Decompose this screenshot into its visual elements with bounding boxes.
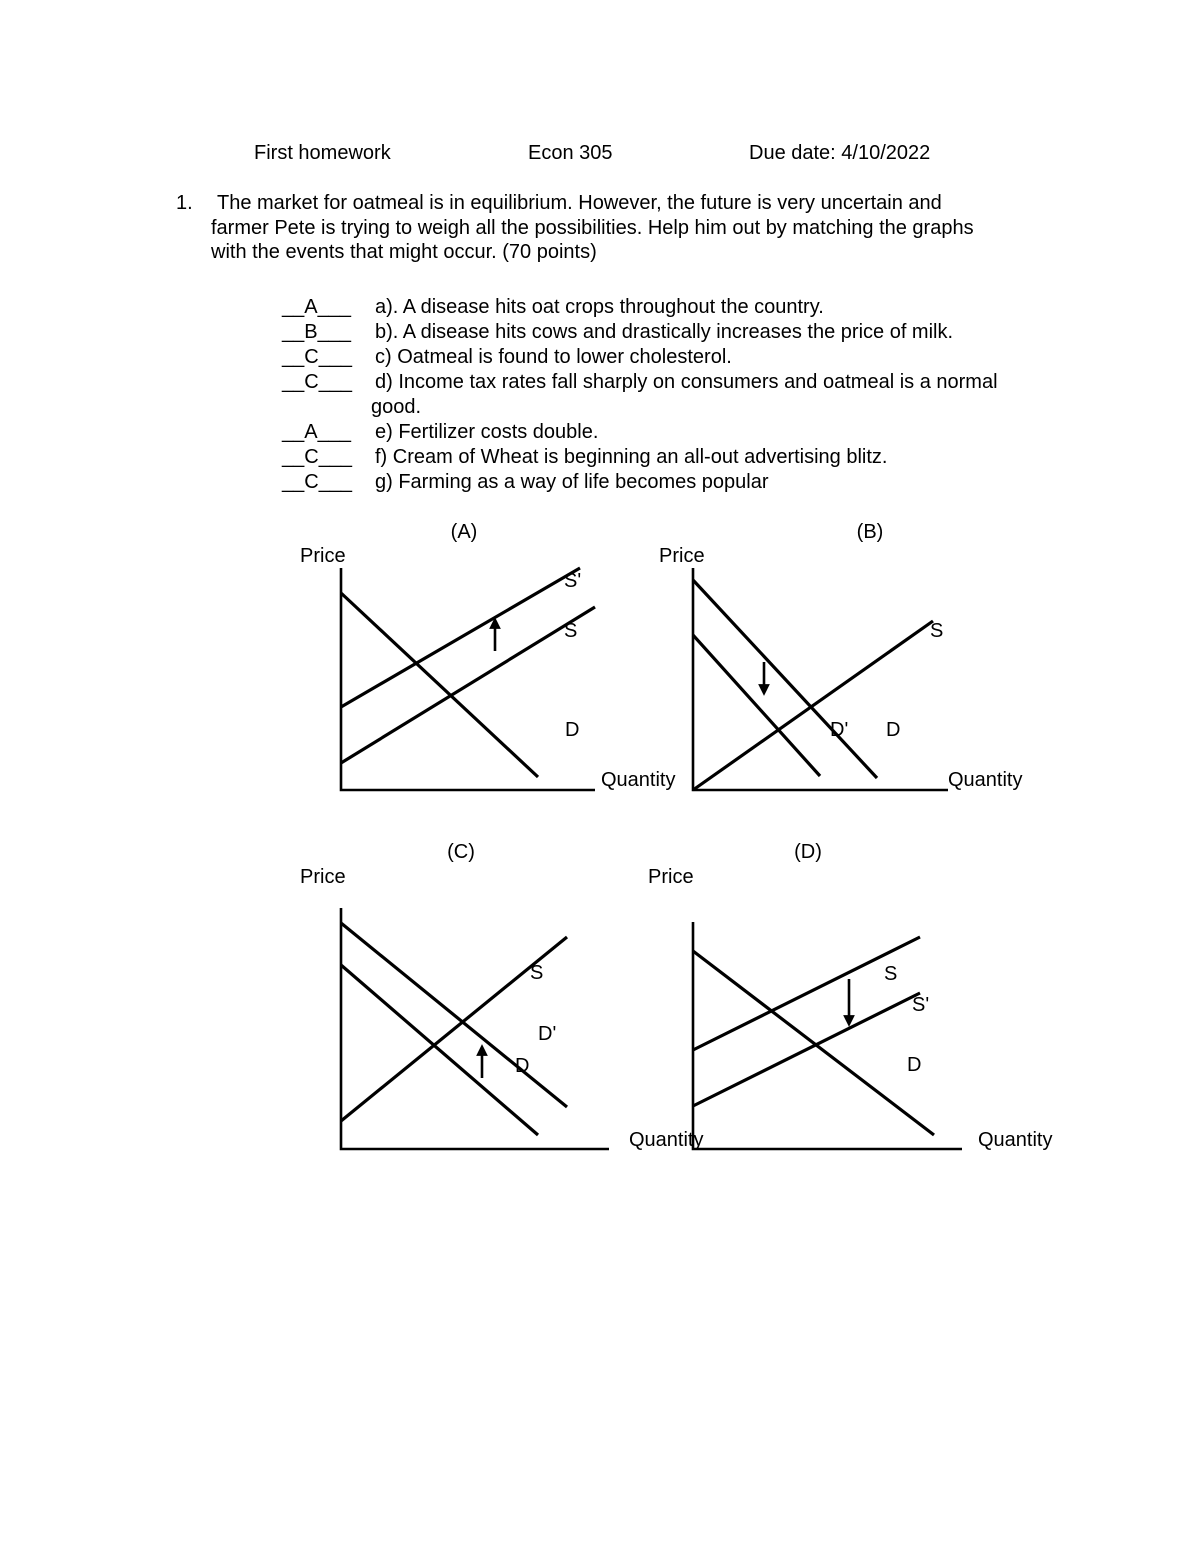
event-d-continuation: good. xyxy=(371,396,422,418)
graph-c-label-d: D xyxy=(515,1055,530,1077)
graph-b-price-label: Price xyxy=(659,545,705,567)
graph-a-label-d: D xyxy=(565,719,580,741)
graph-d-quantity-label: Quantity xyxy=(978,1129,1053,1151)
graph-a-label-s: S xyxy=(564,620,578,642)
graph-a-label-s-prime: S' xyxy=(564,570,582,592)
event-g: g) Farming as a way of life becomes popular xyxy=(375,471,769,493)
graph-a-axes xyxy=(341,568,595,790)
graph-d-supply-shifted-line xyxy=(693,993,920,1106)
graph-c-price-label: Price xyxy=(300,866,346,888)
graph-d xyxy=(648,841,1052,1151)
header-course: Econ 305 xyxy=(528,142,613,164)
graph-d-price-label: Price xyxy=(648,866,694,888)
event-c: c) Oatmeal is found to lower cholesterol. xyxy=(375,346,732,368)
graph-c-demand-line xyxy=(341,965,538,1135)
graph-b-supply-line xyxy=(693,621,933,790)
graph-d-label-d: D xyxy=(907,1054,922,1076)
graph-b-title: (B) xyxy=(856,521,884,543)
event-d: d) Income tax rates fall sharply on consumers and oatmeal is a normal xyxy=(375,371,998,393)
answer-a: __A___ xyxy=(282,296,351,318)
graph-c-title: (C) xyxy=(447,841,475,863)
answer-b: __B___ xyxy=(282,321,351,343)
graph-a-price-label: Price xyxy=(300,545,346,567)
event-a: a). A disease hits oat crops throughout the country. xyxy=(375,296,824,318)
graph-d-supply-line xyxy=(693,937,920,1050)
graph-d-demand-line xyxy=(693,951,934,1135)
event-f: f) Cream of Wheat is beginning an all-out advertising blitz. xyxy=(375,446,888,468)
answer-f: __C___ xyxy=(282,446,353,468)
graph-b-label-s: S xyxy=(930,620,944,642)
event-b: b). A disease hits cows and drastically increases the price of milk. xyxy=(375,321,954,343)
graph-a-demand-line xyxy=(341,593,538,777)
graph-c xyxy=(300,841,703,1151)
question-line: with the events that might occur. (70 points) xyxy=(211,241,597,263)
graph-a-title: (A) xyxy=(450,521,478,543)
graph-b xyxy=(659,521,1022,791)
graph-d-label-s-prime: S' xyxy=(912,994,930,1016)
event-e: e) Fertilizer costs double. xyxy=(375,421,599,443)
graph-b-label-d-prime: D' xyxy=(830,719,849,741)
answer-c: __C___ xyxy=(282,346,353,368)
graph-a xyxy=(300,521,675,791)
graph-d-title: (D) xyxy=(794,841,822,863)
question-number: 1. xyxy=(176,192,193,214)
question-line: The market for oatmeal is in equilibrium. However, the future is very uncertain and xyxy=(217,192,942,214)
graph-c-quantity-label: Quantity xyxy=(629,1129,704,1151)
answer-d: __C___ xyxy=(282,371,353,393)
graph-d-label-s: S xyxy=(884,963,898,985)
answer-g: __C___ xyxy=(282,471,353,493)
graph-b-demand-shifted-line xyxy=(693,635,820,776)
graph-a-quantity-label: Quantity xyxy=(601,769,676,791)
graph-b-quantity-label: Quantity xyxy=(948,769,1023,791)
graph-c-label-d-prime: D' xyxy=(538,1023,557,1045)
header-title: First homework xyxy=(254,142,391,164)
question-line: farmer Pete is trying to weigh all the possibilities. Help him out by matching the graphs xyxy=(211,216,974,239)
graph-d-axes xyxy=(693,922,962,1149)
header-due-date: Due date: 4/10/2022 xyxy=(749,142,931,164)
answer-e: __A___ xyxy=(282,421,351,443)
graph-c-axes xyxy=(341,908,609,1149)
graph-b-label-d: D xyxy=(886,719,901,741)
graph-c-label-s: S xyxy=(530,962,544,984)
graph-c-demand-shifted-line xyxy=(341,923,567,1107)
